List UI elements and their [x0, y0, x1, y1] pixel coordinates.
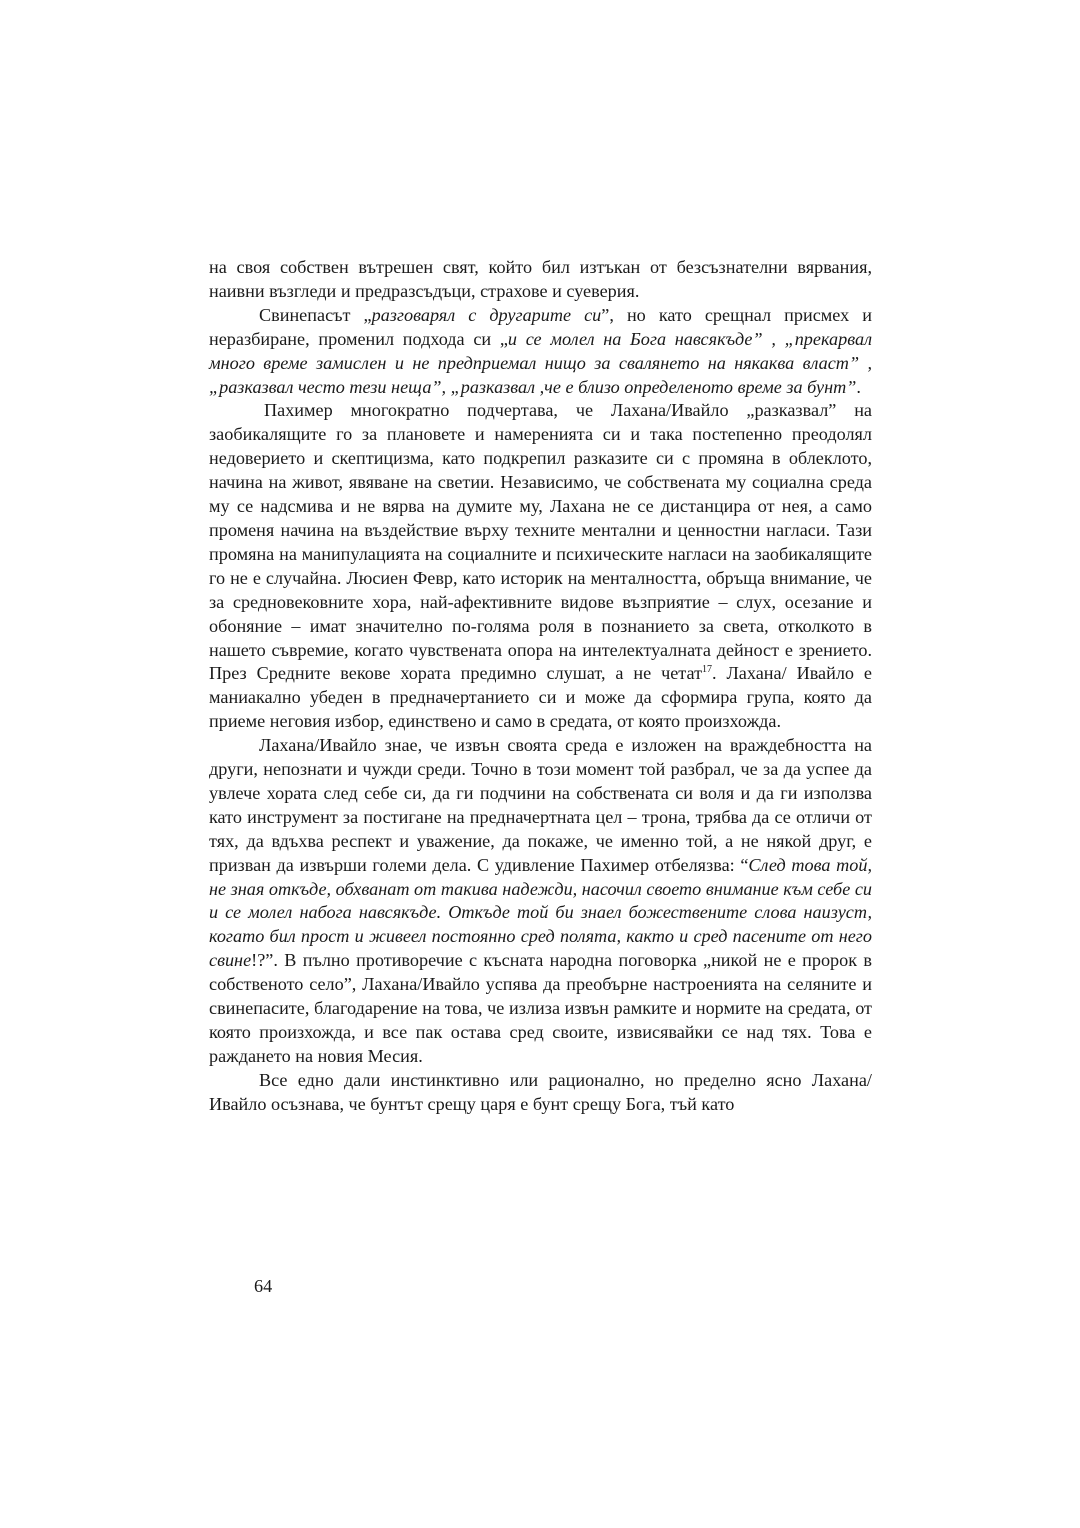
text-segment: ”, но като срещнал присмех и неразбиране, променил подхода си „ — [209, 304, 873, 349]
paragraph-4 — [209, 734, 872, 1069]
paragraph-1 — [209, 256, 872, 304]
paragraph-5 — [209, 1069, 872, 1117]
italic-quote: разговарял с другарите си — [371, 304, 602, 325]
text-segment: на своя собствен вътрешен свят, който бил изтъкан от безсъзнателни вярвания, наивни възгледи и предразсъдъци, страхове и суеверия. — [209, 257, 872, 301]
text-segment: Лахана/Ивайло знае, че извън своята среда е изложен на враждебността на други, непознати и чужди среди. Точно в този момент той разбрал, че за да успее да увлече хората след себе си, да ги подчини на собствената си воля и да ги използва като инструмент за постигане на предначертната цел – трона, трябва да се отличи от тях, да вдъхва респект и уважение, да покаже, че именно той, а не някой друг, е призван да извърши големи дела. С удивление Пахимер отбелязва: “ — [209, 735, 872, 875]
text-segment: . — [856, 376, 861, 397]
text-segment: !?”. В пълно противоречие с късната народна поговорка „никой не е пророк в собственото село”, Лахана/Ивайло успява да преобърне настроенията на селяните и свинепасите, благодарение на това, че излиза извън рамките и нормите на средата, от която произхожда, и все пак остава сред своите, извисявайки се над тях. Това е раждането на новия Месия. — [209, 950, 872, 1066]
text-segment: Пахимер многократно подчертава, че Лахана/Ивайло „разказвал” на заобикалящите го за плановете и намеренията си и така постепенно преодолял недоверието и скептицизма, като подкрепил разказите си с промяна в облеклото, начина на живот, явяване на светии. Независимо, че собствената му социална среда му се надсмива и не вярва на думите му, Лахана не се дистанцира от нея, а само променя начина на въздействие върху техните ментални и ценностни нагласи. Тази промяна на манипулацията на социалните и психическите нагласи на заобикалящите го не е случайна. Люсиен Февр, като историк на менталността, обръща внимание, че за средновековните хора, най-афективните видове възприятие – слух, осезание и обоняние – имат значително по-голяма роля в познанието за света, отколкото в нашето съвремие, когато чувствената опора на интелектуалната дейност е зрението. През Средните векове хората предимно слушат, а не четат — [209, 400, 872, 684]
italic-quote: и се молел на Бога навсякъде” , „прекарвал много време замислен и не предприемал нищо за свалянето на някаква власт” , „разказвал често тези неща”, „разказвал ,че е близо определеното време за бунт” — [209, 328, 872, 397]
body-text — [209, 256, 872, 1117]
footnote-ref: 17 — [702, 664, 713, 676]
paragraph-3 — [209, 399, 872, 734]
italic-quote: След това той, не зная откъде, обхванат от такива надежди, насочил своето внимание към себе си и се молел набога навсякъде. Откъде той би знаел божествените слова наизуст, когато бил прост и живеел постоянно сред полята, както и сред пасените от него свине — [209, 854, 872, 971]
paragraph-2 — [209, 304, 872, 400]
text-segment: . Лахана/ Ивайло е маниакално убеден в предначертанието си и може да сформира група, която да приеме неговия избор, единствено и само в средата, от която произхожда. — [209, 663, 872, 732]
page-number: 64 — [254, 1276, 273, 1296]
text-segment: Все едно дали инстинктивно или рационално, но пределно ясно Лахана/Ивайло осъзнава, че бунтът срещу царя е бунт срещу Бога, тъй като — [209, 1069, 872, 1114]
text-segment: Свинепасът „ — [259, 304, 372, 325]
